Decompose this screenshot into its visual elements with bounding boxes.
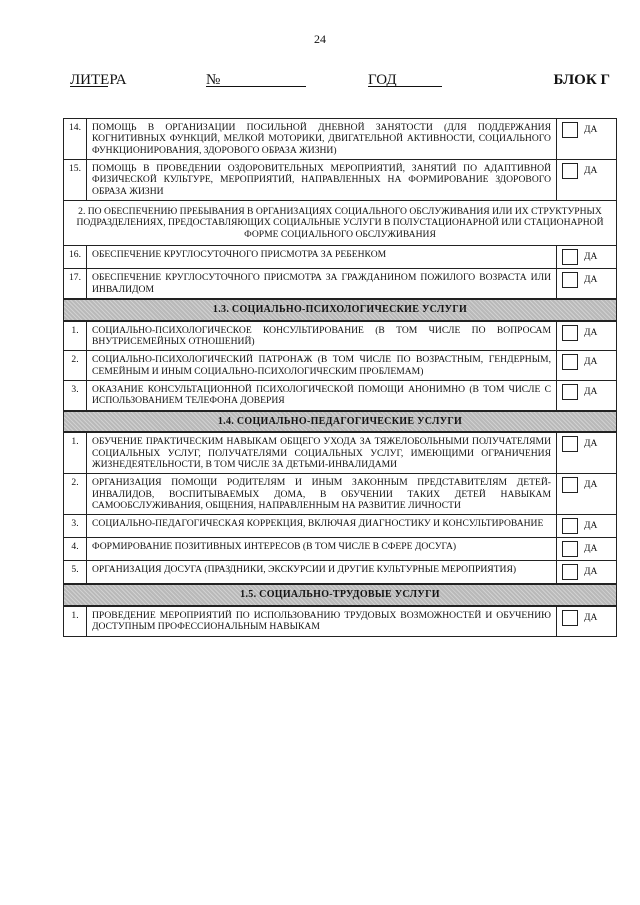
yes-checkbox[interactable] xyxy=(562,518,578,534)
yes-label: ДА xyxy=(584,357,598,368)
table-row xyxy=(64,381,617,411)
table-row xyxy=(64,606,617,636)
answer-cell xyxy=(557,432,617,473)
table-row xyxy=(64,474,617,515)
row-number: 14. xyxy=(64,119,87,160)
row-text: ОБЕСПЕЧЕНИЕ КРУГЛОСУТОЧНОГО ПРИСМОТРА ЗА ГРАЖДАНИНОМ ПОЖИЛОГО ВОЗРАСТА ИЛИ ИНВАЛИДОМ xyxy=(87,269,557,299)
row-text: ОБЕСПЕЧЕНИЕ КРУГЛОСУТОЧНОГО ПРИСМОТРА ЗА РЕБЕНКОМ xyxy=(87,246,557,269)
row-text: СОЦИАЛЬНО-ПСИХОЛОГИЧЕСКИЙ ПАТРОНАЖ (В ТОМ ЧИСЛЕ ПО ВОЗРАСТНЫМ, ГЕНДЕРНЫМ, СЕМЕЙНЫМ И ИНЫМ СОЦИАЛЬНО-ПСИХОЛОГИЧЕСКИМ ПРОБЛЕМАМ) xyxy=(87,351,557,381)
section-title: 1.5. СОЦИАЛЬНО-ТРУДОВЫЕ УСЛУГИ xyxy=(240,589,440,601)
row-text: ОБУЧЕНИЕ ПРАКТИЧЕСКИМ НАВЫКАМ ОБЩЕГО УХОДА ЗА ТЯЖЕЛОБОЛЬНЫМИ ПОЛУЧАТЕЛЯМИ СОЦИАЛЬНЫХ УСЛУГ, ПОЛУЧАТЕЛЯМИ СОЦИАЛЬНЫХ УСЛУГ, ИМЕЮЩИМИ ОГРАНИЧЕНИЯ ЖИЗНЕДЕЯТЕЛЬНОСТИ, В ТОМ ЧИСЛЕ ЗА ДЕТЬМИ-ИНВАЛИДАМИ xyxy=(87,432,557,473)
yes-checkbox[interactable] xyxy=(562,163,578,179)
row-number: 1. xyxy=(64,606,87,636)
table-row xyxy=(64,515,617,538)
row-number: 3. xyxy=(64,515,87,538)
table-row xyxy=(64,119,617,160)
section-pedagogical xyxy=(64,411,617,585)
yes-checkbox[interactable] xyxy=(562,384,578,400)
answer-cell xyxy=(557,269,617,299)
yes-checkbox[interactable] xyxy=(562,325,578,341)
row-number: 2. xyxy=(64,351,87,381)
yes-label: ДА xyxy=(584,165,598,176)
note-text: 2. ПО ОБЕСПЕЧЕНИЮ ПРЕБЫВАНИЯ В ОРГАНИЗАЦИЯХ СОЦИАЛЬНОГО ОБСЛУЖИВАНИЯ ИЛИ ИХ СТРУКТУРНЫХ ПОДРАЗДЕЛЕНИЯХ, ПРЕДОСТАВЛЯЮЩИХ СОЦИАЛЬНЫЕ УСЛУГИ В ПОЛУСТАЦИОНАРНОЙ ИЛИ СТАЦИОНАРНОЙ ФОРМЕ СОЦИАЛЬНОГО ОБСЛУЖИВАНИЯ xyxy=(64,200,617,246)
yes-checkbox[interactable] xyxy=(562,122,578,138)
answer-cell xyxy=(557,246,617,269)
answer-cell xyxy=(557,606,617,636)
section-psychological xyxy=(64,299,617,411)
row-text: СОЦИАЛЬНО-ПЕДАГОГИЧЕСКАЯ КОРРЕКЦИЯ, ВКЛЮЧАЯ ДИАГНОСТИКУ И КОНСУЛЬТИРОВАНИЕ xyxy=(87,515,557,538)
yes-checkbox[interactable] xyxy=(562,610,578,626)
litera-label: ЛИТЕРА xyxy=(70,72,127,88)
row-text: ПОМОЩЬ В ОРГАНИЗАЦИИ ПОСИЛЬНОЙ ДНЕВНОЙ ЗАНЯТОСТИ (ДЛЯ ПОДДЕРЖАНИЯ КОГНИТИВНЫХ ФУНКЦИЙ, МЕЛКОЙ МОТОРИКИ, ДВИГАТЕЛЬНОЙ АКТИВНОСТИ, СОЦИАЛЬНОГО ФУНКЦИОНИРОВАНИЯ, ЗДОРОВОГО ОБРАЗА ЖИЗНИ) xyxy=(87,119,557,160)
page-number: 24 xyxy=(314,32,326,46)
yes-label: ДА xyxy=(584,521,598,532)
row-text: СОЦИАЛЬНО-ПСИХОЛОГИЧЕСКОЕ КОНСУЛЬТИРОВАНИЕ (В ТОМ ЧИСЛЕ ПО ВОПРОСАМ ВНУТРИСЕМЕЙНЫХ ОТНОШЕНИЙ) xyxy=(87,321,557,351)
yes-checkbox[interactable] xyxy=(562,564,578,580)
answer-cell xyxy=(557,321,617,351)
row-text: ФОРМИРОВАНИЕ ПОЗИТИВНЫХ ИНТЕРЕСОВ (В ТОМ ЧИСЛЕ В СФЕРЕ ДОСУГА) xyxy=(87,538,557,561)
yes-label: ДА xyxy=(584,613,598,624)
section-header xyxy=(64,584,617,606)
rows-top xyxy=(64,119,617,300)
answer-cell xyxy=(557,538,617,561)
answer-cell xyxy=(557,561,617,585)
yes-checkbox[interactable] xyxy=(562,477,578,493)
table-row xyxy=(64,246,617,269)
yes-checkbox[interactable] xyxy=(562,354,578,370)
row-number: 3. xyxy=(64,381,87,411)
table-row xyxy=(64,538,617,561)
yes-checkbox[interactable] xyxy=(562,272,578,288)
row-text: ПРОВЕДЕНИЕ МЕРОПРИЯТИЙ ПО ИСПОЛЬЗОВАНИЮ ТРУДОВЫХ ВОЗМОЖНОСТЕЙ И ОБУЧЕНИЮ ДОСТУПНЫМ ПРОФЕССИОНАЛЬНЫМ НАВЫКАМ xyxy=(87,606,557,636)
section-header xyxy=(64,299,617,321)
section-title: 1.4. СОЦИАЛЬНО-ПЕДАГОГИЧЕСКИЕ УСЛУГИ xyxy=(217,415,463,427)
number-label: № xyxy=(206,72,221,88)
note-row xyxy=(64,200,617,246)
row-number: 1. xyxy=(64,432,87,473)
table-row xyxy=(64,159,617,200)
block-label: БЛОК Г xyxy=(553,72,610,88)
answer-cell xyxy=(557,515,617,538)
yes-label: ДА xyxy=(584,439,598,450)
row-number: 2. xyxy=(64,474,87,515)
number-blank[interactable] xyxy=(206,72,306,87)
table-row xyxy=(64,561,617,585)
row-text: ОРГАНИЗАЦИЯ ПОМОЩИ РОДИТЕЛЯМ И ИНЫМ ЗАКОННЫМ ПРЕДСТАВИТЕЛЯМ ДЕТЕЙ-ИНВАЛИДОВ, ВОСПИТЫВАЕМЫХ ДОМА, В ОБУЧЕНИИ ТАКИХ ДЕТЕЙ НАВЫКАМ САМООБСЛУЖИВАНИЯ, ОБЩЕНИЯ, НАПРАВЛЕННЫМ НА РАЗВИТИЕ ЛИЧНОСТИ xyxy=(87,474,557,515)
section-header xyxy=(64,411,617,433)
yes-label: ДА xyxy=(584,327,598,338)
yes-label: ДА xyxy=(584,567,598,578)
row-number: 4. xyxy=(64,538,87,561)
section-labor xyxy=(64,584,617,636)
services-table xyxy=(63,118,617,637)
row-number: 5. xyxy=(64,561,87,585)
table-row xyxy=(64,321,617,351)
row-number: 1. xyxy=(64,321,87,351)
table-row xyxy=(64,432,617,473)
yes-label: ДА xyxy=(584,125,598,135)
row-number: 17. xyxy=(64,269,87,299)
row-number: 16. xyxy=(64,246,87,269)
yes-checkbox[interactable] xyxy=(562,249,578,265)
litera-blank[interactable] xyxy=(70,72,108,87)
yes-label: ДА xyxy=(584,544,598,555)
yes-label: ДА xyxy=(584,252,598,263)
row-text: ОРГАНИЗАЦИЯ ДОСУГА (ПРАЗДНИКИ, ЭКСКУРСИИ И ДРУГИЕ КУЛЬТУРНЫЕ МЕРОПРИЯТИЯ) xyxy=(87,561,557,585)
answer-cell xyxy=(557,159,617,200)
answer-cell xyxy=(557,351,617,381)
year-label: ГОД xyxy=(368,72,397,88)
form-header xyxy=(70,72,610,92)
row-text: ПОМОЩЬ В ПРОВЕДЕНИИ ОЗДОРОВИТЕЛЬНЫХ МЕРОПРИЯТИЙ, ЗАНЯТИЙ ПО АДАПТИВНОЙ ФИЗИЧЕСКОЙ КУЛЬТУРЕ, МЕРОПРИЯТИЙ, НАПРАВЛЕННЫХ НА ФОРМИРОВАНИЕ ЗДОРОВОГО ОБРАЗА ЖИЗНИ xyxy=(87,159,557,200)
answer-cell xyxy=(557,119,617,160)
yes-label: ДА xyxy=(584,275,598,286)
yes-checkbox[interactable] xyxy=(562,541,578,557)
yes-label: ДА xyxy=(584,480,598,491)
year-blank[interactable] xyxy=(368,72,442,87)
answer-cell xyxy=(557,474,617,515)
section-title: 1.3. СОЦИАЛЬНО-ПСИХОЛОГИЧЕСКИЕ УСЛУГИ xyxy=(212,304,468,315)
yes-checkbox[interactable] xyxy=(562,436,578,452)
yes-label: ДА xyxy=(584,387,598,398)
table-row xyxy=(64,269,617,299)
answer-cell xyxy=(557,381,617,411)
row-text: ОКАЗАНИЕ КОНСУЛЬТАЦИОННОЙ ПСИХОЛОГИЧЕСКОЙ ПОМОЩИ АНОНИМНО (В ТОМ ЧИСЛЕ С ИСПОЛЬЗОВАНИЕМ ТЕЛЕФОНА ДОВЕРИЯ xyxy=(87,381,557,411)
row-number: 15. xyxy=(64,159,87,200)
table-row xyxy=(64,351,617,381)
